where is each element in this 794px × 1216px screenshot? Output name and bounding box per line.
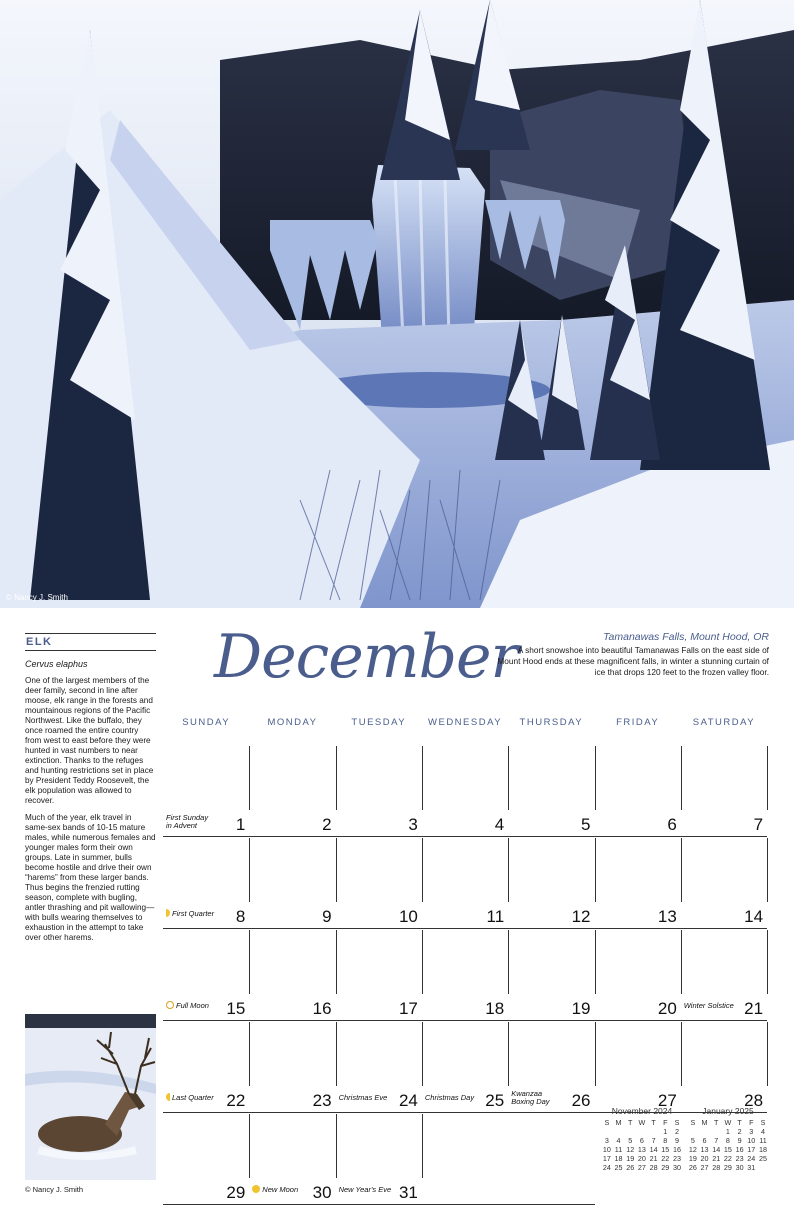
mini-day: 12 xyxy=(688,1145,697,1155)
day-cell-8[interactable] xyxy=(163,838,249,928)
mini-day: 20 xyxy=(637,1154,646,1164)
new-moon-icon xyxy=(252,1185,260,1193)
weekday-label-tuesday: TUESDAY xyxy=(351,717,407,728)
day-number: 7 xyxy=(753,815,764,834)
mini-day: 3 xyxy=(604,1136,609,1146)
day-cell-18[interactable] xyxy=(422,930,508,1020)
day-cell-11[interactable] xyxy=(422,838,508,928)
mini-day: 19 xyxy=(688,1154,697,1164)
day-note xyxy=(166,909,222,919)
first-quarter-moon-icon xyxy=(166,909,170,917)
mini-calendar-week xyxy=(687,1145,769,1154)
day-note xyxy=(252,1185,308,1195)
day-note-text: First Quarter xyxy=(172,909,215,919)
grid-divider xyxy=(767,930,768,994)
mini-day: 23 xyxy=(672,1154,681,1164)
week-baseline xyxy=(163,928,767,929)
mini-day xyxy=(648,1127,660,1136)
mini-weekday-letter: F xyxy=(663,1118,668,1127)
day-number: 8 xyxy=(235,907,246,926)
mini-day: 10 xyxy=(747,1136,756,1146)
grid-divider xyxy=(422,1114,423,1178)
mini-calendar-previous xyxy=(601,1106,683,1173)
mini-weekday-letter: T xyxy=(714,1118,719,1127)
mini-day: 24 xyxy=(602,1163,611,1173)
mini-day: 13 xyxy=(700,1145,709,1155)
mini-day xyxy=(613,1127,625,1136)
mini-day: 28 xyxy=(712,1163,721,1173)
day-cell-14[interactable] xyxy=(681,838,767,928)
mini-day: 21 xyxy=(649,1154,658,1164)
mini-day: 17 xyxy=(602,1154,611,1164)
mini-day: 13 xyxy=(637,1145,646,1155)
day-note xyxy=(684,1002,740,1011)
mini-weekday-letter: W xyxy=(638,1118,646,1127)
day-number: 9 xyxy=(322,907,332,926)
photo-credit: © Nancy J. Smith xyxy=(6,593,68,602)
mini-weekday-letter: S xyxy=(760,1118,766,1127)
day-number: 12 xyxy=(571,907,591,926)
day-number: 20 xyxy=(657,999,677,1018)
mini-calendar-week xyxy=(687,1154,769,1163)
mini-day: 6 xyxy=(702,1136,707,1146)
day-number: 29 xyxy=(226,1183,246,1202)
mini-weekday-letter: S xyxy=(604,1118,610,1127)
day-note-text: Christmas Eve xyxy=(338,1093,388,1103)
weekday-label-monday: MONDAY xyxy=(267,717,318,728)
day-cell-31[interactable] xyxy=(336,1114,422,1204)
day-number: 4 xyxy=(494,815,505,834)
day-number: 19 xyxy=(571,999,591,1018)
day-cell-13[interactable] xyxy=(595,838,681,928)
day-cell-12[interactable] xyxy=(508,838,594,928)
day-cell-3[interactable] xyxy=(336,746,422,836)
mini-day: 9 xyxy=(737,1136,742,1146)
mini-calendar-title: November 2024 xyxy=(611,1106,673,1116)
day-number: 5 xyxy=(581,815,591,834)
mini-day: 20 xyxy=(700,1154,709,1164)
mini-day: 24 xyxy=(747,1154,756,1164)
mini-day: 26 xyxy=(626,1163,635,1173)
mini-day: 25 xyxy=(758,1154,767,1164)
mini-day: 23 xyxy=(735,1154,744,1164)
day-number: 22 xyxy=(226,1091,246,1110)
day-note-text: Last Quarter xyxy=(172,1093,214,1103)
mini-calendar-week xyxy=(601,1145,683,1154)
mini-day: 2 xyxy=(674,1127,679,1137)
grid-divider xyxy=(767,1022,768,1086)
sidebar-paragraph-2: Much of the year, elk travel in same-sex bands of 10-15 mature males, while numerous females and younger males form their own groups. Late in summer, bulls become hostile and drive their own “harems” from these larger bands. Thus begins the frenzied rutting season, complete with bugling, antler thrashing and pit wallowing—with bulls wearing themselves to exhaustion in the attempt to take over other harems. xyxy=(25,813,156,942)
mini-calendar-week xyxy=(601,1127,683,1136)
sidebar-panel xyxy=(25,633,156,943)
day-cell-5[interactable] xyxy=(508,746,594,836)
day-note xyxy=(511,1090,553,1107)
weekday-label-saturday: SATURDAY xyxy=(692,717,756,728)
mini-day: 5 xyxy=(628,1136,633,1146)
day-cell-19[interactable] xyxy=(508,930,594,1020)
mini-calendar-week xyxy=(601,1154,683,1163)
mini-day: 27 xyxy=(637,1163,646,1173)
mini-day: 11 xyxy=(614,1145,623,1155)
day-number: 2 xyxy=(322,815,332,834)
mini-day: 8 xyxy=(725,1136,730,1146)
mini-day: 30 xyxy=(672,1163,681,1173)
mini-day: 10 xyxy=(602,1145,611,1155)
day-number: 6 xyxy=(667,815,677,834)
mini-calendar-week xyxy=(601,1136,683,1145)
mini-day: 2 xyxy=(737,1127,742,1137)
mini-day: 5 xyxy=(690,1136,695,1146)
mini-calendar-week xyxy=(687,1163,769,1172)
day-cell-17[interactable] xyxy=(336,930,422,1020)
mini-calendar-title: January 2025 xyxy=(702,1106,754,1116)
grid-divider xyxy=(767,746,768,810)
day-cell-30[interactable] xyxy=(249,1114,335,1204)
mini-day: 29 xyxy=(723,1163,732,1173)
week-baseline xyxy=(163,836,767,837)
day-note-text: Winter Solstice xyxy=(683,1001,734,1011)
mini-weekday-letter: W xyxy=(724,1118,732,1127)
day-number: 13 xyxy=(657,907,677,926)
mini-weekday-letter: S xyxy=(690,1118,696,1127)
mini-day: 9 xyxy=(674,1136,679,1146)
day-cell-1[interactable] xyxy=(163,746,249,836)
day-number: 17 xyxy=(398,999,418,1018)
mini-day: 29 xyxy=(661,1163,670,1173)
sidebar-paragraph-1: One of the largest members of the deer family, second in line after moose, elk range in the forests and mountainous regions of the Pacific Northwest. Like the buffalo, they once roamed the entire country from west to east before they were hunted in vast numbers to near extinction. Thanks to the refuges and hunting restrictions set in place by President Teddy Roosevelt, the elk population was allowed to recover. xyxy=(25,676,154,805)
weekday-label-wednesday: WEDNESDAY xyxy=(428,717,503,728)
mini-day: 11 xyxy=(759,1136,767,1146)
day-cell-25[interactable] xyxy=(422,1022,508,1112)
day-cell-4[interactable] xyxy=(422,746,508,836)
mini-day: 21 xyxy=(712,1154,721,1164)
day-note-text: Kwanzaa Boxing Day xyxy=(511,1088,550,1107)
mini-day xyxy=(687,1127,699,1136)
day-number: 21 xyxy=(744,999,764,1018)
grid-divider xyxy=(767,838,768,902)
month-title: December xyxy=(214,622,519,692)
day-cell-28[interactable] xyxy=(681,1022,767,1112)
photo-caption-body: A short snowshoe into beautiful Tamanawas Falls on the east side of Mount Hood ends at these magnificent falls, in winter a stunning curtain of ice that drops 120 feet to the frozen valley floor. xyxy=(497,645,769,677)
day-number: 27 xyxy=(657,1091,677,1110)
full-moon-icon xyxy=(166,1001,174,1009)
day-cell-15[interactable] xyxy=(163,930,249,1020)
mini-weekday-letter: S xyxy=(674,1118,680,1127)
day-cell-21[interactable] xyxy=(681,930,767,1020)
last-quarter-moon-icon xyxy=(166,1093,170,1101)
day-cell-9[interactable] xyxy=(249,838,335,928)
week-baseline xyxy=(163,1020,767,1021)
mini-day: 7 xyxy=(651,1136,656,1146)
mini-day xyxy=(699,1127,711,1136)
day-number: 31 xyxy=(398,1183,418,1202)
day-cell-16[interactable] xyxy=(249,930,335,1020)
day-cell-29[interactable] xyxy=(163,1114,249,1204)
mini-day: 27 xyxy=(700,1163,709,1173)
mini-weekday-letter: M xyxy=(615,1118,622,1127)
day-number: 11 xyxy=(486,907,505,926)
mini-day: 25 xyxy=(614,1163,623,1173)
day-note xyxy=(166,1093,222,1103)
day-note-text: Full Moon xyxy=(176,1001,209,1011)
day-number: 26 xyxy=(571,1091,591,1110)
photo-caption-title: Tamanawas Falls, Mount Hood, OR xyxy=(603,631,769,643)
mini-day: 15 xyxy=(661,1145,670,1155)
day-note-text: Christmas Day xyxy=(424,1093,475,1103)
day-number: 15 xyxy=(226,999,246,1018)
mini-day xyxy=(710,1127,722,1136)
day-cell-26[interactable] xyxy=(508,1022,594,1112)
mini-day: 12 xyxy=(626,1145,635,1155)
day-number: 16 xyxy=(312,999,332,1018)
mini-day: 28 xyxy=(649,1163,658,1173)
mini-day xyxy=(624,1127,636,1136)
day-number: 25 xyxy=(485,1091,505,1110)
mini-day: 8 xyxy=(663,1136,668,1146)
day-note xyxy=(166,1001,222,1011)
mini-day: 19 xyxy=(626,1154,635,1164)
day-cell-10[interactable] xyxy=(336,838,422,928)
sidebar-latin-name: Cervus elaphus xyxy=(25,659,88,669)
mini-calendar-weekdays xyxy=(601,1118,683,1127)
mini-day: 16 xyxy=(735,1145,744,1155)
mini-calendar-next xyxy=(687,1106,769,1173)
day-cell-2[interactable] xyxy=(249,746,335,836)
mini-day: 4 xyxy=(616,1136,621,1146)
mini-day: 16 xyxy=(672,1145,681,1155)
day-number: 28 xyxy=(744,1091,764,1110)
mini-day: 3 xyxy=(749,1127,754,1137)
weekday-label-thursday: THURSDAY xyxy=(519,717,584,728)
mini-day: 14 xyxy=(712,1145,721,1155)
mini-day xyxy=(636,1127,648,1136)
day-cell-22[interactable] xyxy=(163,1022,249,1112)
day-number: 18 xyxy=(485,999,505,1018)
day-note xyxy=(339,1186,395,1195)
mini-day: 6 xyxy=(639,1136,644,1146)
day-cell-20[interactable] xyxy=(595,930,681,1020)
day-number: 23 xyxy=(312,1091,332,1110)
day-number: 3 xyxy=(408,815,418,834)
mini-day: 15 xyxy=(723,1145,732,1155)
elk-photo xyxy=(25,1014,156,1180)
mini-weekday-letter: M xyxy=(701,1118,708,1127)
elk-image xyxy=(25,1014,156,1180)
weekday-label-sunday: SUNDAY xyxy=(182,717,231,728)
mini-weekday-letter: T xyxy=(628,1118,633,1127)
mini-day xyxy=(601,1127,613,1136)
day-number: 10 xyxy=(398,907,418,926)
weekday-label-friday: FRIDAY xyxy=(616,717,660,728)
mini-calendar-week xyxy=(687,1136,769,1145)
mini-day: 22 xyxy=(661,1154,670,1164)
day-number: 14 xyxy=(744,907,764,926)
mini-day: 7 xyxy=(714,1136,719,1146)
day-cell-7[interactable] xyxy=(681,746,767,836)
mini-day: 17 xyxy=(747,1145,756,1155)
day-note-text: New Moon xyxy=(262,1185,299,1195)
day-number: 24 xyxy=(398,1091,418,1110)
mini-day: 18 xyxy=(758,1145,767,1155)
day-cell-6[interactable] xyxy=(595,746,681,836)
mini-day: 31 xyxy=(747,1163,756,1173)
day-cell-27[interactable] xyxy=(595,1022,681,1112)
day-note xyxy=(339,1094,395,1103)
mini-day: 18 xyxy=(614,1154,623,1164)
mini-day: 30 xyxy=(735,1163,744,1173)
mini-day: 14 xyxy=(649,1145,658,1155)
mini-day xyxy=(757,1163,769,1172)
mini-weekday-letter: F xyxy=(749,1118,754,1127)
day-note-text: New Year's Eve xyxy=(338,1185,392,1195)
mini-day: 4 xyxy=(760,1127,765,1137)
sidebar-title: ELK xyxy=(25,633,156,651)
mini-day: 26 xyxy=(688,1163,697,1173)
week-baseline xyxy=(163,1204,595,1205)
day-number: 30 xyxy=(312,1183,332,1202)
day-note-text: First Sunday in Advent xyxy=(166,812,209,831)
mini-weekday-letter: T xyxy=(651,1118,656,1127)
day-cell-24[interactable] xyxy=(336,1022,422,1112)
mini-day: 1 xyxy=(725,1127,730,1137)
mini-weekday-letter: T xyxy=(737,1118,742,1127)
day-note xyxy=(425,1094,481,1103)
mini-calendar-week xyxy=(687,1127,769,1136)
elk-photo-credit: © Nancy J. Smith xyxy=(25,1185,84,1194)
mini-calendar-week xyxy=(601,1163,683,1172)
mini-calendar-weekdays xyxy=(687,1118,769,1127)
mini-day: 1 xyxy=(663,1127,668,1137)
day-cell-23[interactable] xyxy=(249,1022,335,1112)
day-number: 1 xyxy=(235,815,246,834)
day-note xyxy=(166,814,214,831)
mini-day: 22 xyxy=(723,1154,732,1164)
